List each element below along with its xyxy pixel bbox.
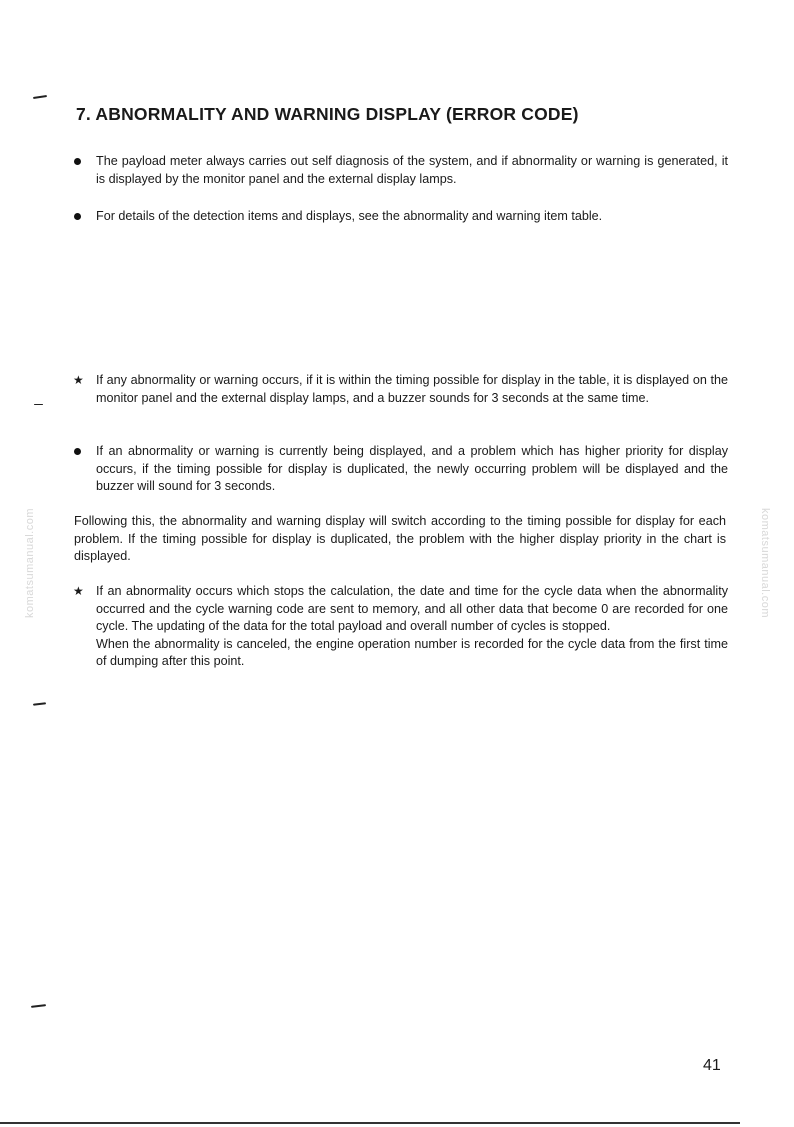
bullet-item bbox=[72, 153, 728, 188]
note-item bbox=[72, 583, 728, 671]
note-text bbox=[96, 583, 728, 671]
bullet-icon bbox=[72, 208, 92, 220]
margin-mark bbox=[33, 95, 47, 99]
margin-mark bbox=[34, 404, 43, 405]
bottom-rule bbox=[0, 1122, 740, 1124]
note-item bbox=[72, 372, 728, 407]
note-text-line2: When the abnormality is canceled, the engine operation number is recorded for the cycle data from the first time of dumping after this point. bbox=[96, 636, 728, 668]
bullet-text: The payload meter always carries out self diagnosis of the system, and if abnormality or warning is generated, it is displayed by the monitor panel and the external display lamps. bbox=[96, 154, 728, 186]
bullet-icon bbox=[72, 443, 92, 455]
margin-mark bbox=[33, 702, 46, 705]
bullet-text: For details of the detection items and displays, see the abnormality and warning item table. bbox=[96, 209, 603, 223]
section-heading: 7. ABNORMALITY AND WARNING DISPLAY (ERROR CODE) bbox=[76, 104, 579, 124]
watermark-left: komatsumanual.com bbox=[24, 508, 36, 618]
bullet-item bbox=[72, 443, 728, 496]
bullet-icon bbox=[72, 153, 92, 165]
bullet-text: If an abnormality or warning is currently being displayed, and a problem which has higher priority for display occurs, if the timing possible for display is duplicated, the newly occurring problem will be displayed and the buzzer will sound for 3 seconds. bbox=[96, 444, 728, 493]
page-number: 41 bbox=[703, 1057, 721, 1074]
body-paragraph: Following this, the abnormality and warning display will switch according to the timing possible for display for each problem. If the timing possible for display is duplicated, the problem with the higher display priority in the chart is displayed. bbox=[74, 514, 726, 563]
note-text: If any abnormality or warning occurs, if it is within the timing possible for display in the table, it is displayed on the monitor panel and the external display lamps, and a buzzer sounds for 3 seconds at the same time. bbox=[96, 373, 728, 405]
watermark-right: komatsumanual.com bbox=[759, 508, 771, 618]
star-icon: ★ bbox=[73, 584, 84, 598]
margin-mark bbox=[31, 1004, 46, 1008]
star-icon: ★ bbox=[73, 373, 84, 387]
bullet-item bbox=[72, 208, 728, 226]
note-text-line1: If an abnormality occurs which stops the calculation, the date and time for the cycle data when the abnormality occurred and the cycle warning code are sent to memory, and all other data that become 0 are recorded for one cycle. The updating of the data for the total payload and overall number of cycles is stopped. bbox=[96, 584, 728, 633]
